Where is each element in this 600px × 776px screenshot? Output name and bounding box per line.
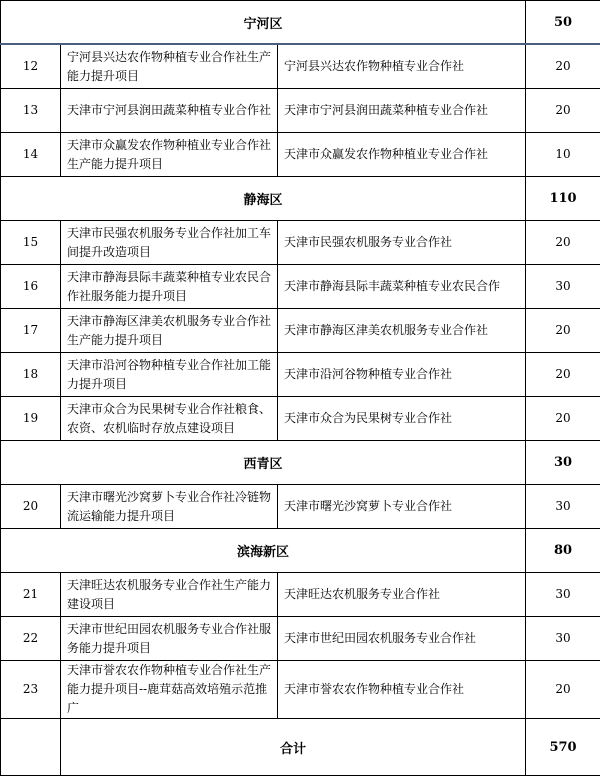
implementing-unit: 天津市曙光沙窝萝卜专业合作社 bbox=[278, 485, 526, 529]
row-number: 18 bbox=[1, 353, 61, 397]
table-row bbox=[1, 44, 600, 89]
district-row bbox=[1, 529, 600, 573]
table-row bbox=[1, 133, 600, 177]
implementing-unit: 天津市宁河县润田蔬菜种植专业合作社 bbox=[278, 89, 526, 133]
row-number: 22 bbox=[1, 617, 61, 661]
row-number: 15 bbox=[1, 221, 61, 265]
row-number: 20 bbox=[1, 485, 61, 529]
implementing-unit: 天津市民强农机服务专业合作社 bbox=[278, 221, 526, 265]
district-row bbox=[1, 177, 600, 221]
row-number: 23 bbox=[1, 661, 61, 719]
project-name: 天津旺达农机服务专业合作社生产能力建设项目 bbox=[61, 573, 278, 617]
table-row bbox=[1, 573, 600, 617]
implementing-unit: 天津市静海区津美农机服务专业合作社 bbox=[278, 309, 526, 353]
amount: 30 bbox=[526, 573, 600, 617]
row-number: 16 bbox=[1, 265, 61, 309]
row-number: 12 bbox=[1, 44, 61, 89]
amount: 20 bbox=[526, 309, 600, 353]
project-name: 宁河县兴达农作物种植专业合作社生产能力提升项目 bbox=[61, 44, 278, 89]
project-name: 天津市众合为民果树专业合作社粮食、农资、农机临时存放点建设项目 bbox=[61, 397, 278, 441]
district-name: 静海区 bbox=[1, 177, 526, 221]
project-name: 天津市曙光沙窝萝卜专业合作社冷链物流运输能力提升项目 bbox=[61, 485, 278, 529]
project-name: 天津市民强农机服务专业合作社加工车间提升改造项目 bbox=[61, 221, 278, 265]
implementing-unit: 天津市沿河谷物种植专业合作社 bbox=[278, 353, 526, 397]
implementing-unit: 天津市众合为民果树专业合作社 bbox=[278, 397, 526, 441]
amount: 30 bbox=[526, 485, 600, 529]
amount: 10 bbox=[526, 133, 600, 177]
project-name: 天津市宁河县润田蔬菜种植专业合作社 bbox=[61, 89, 278, 133]
amount: 20 bbox=[526, 353, 600, 397]
amount: 20 bbox=[526, 44, 600, 89]
implementing-unit: 天津市静海县际丰蔬菜种植专业农民合作 bbox=[278, 265, 526, 309]
district-total: 80 bbox=[526, 529, 600, 573]
row-number: 17 bbox=[1, 309, 61, 353]
district-name: 滨海新区 bbox=[1, 529, 526, 573]
table-row bbox=[1, 661, 600, 719]
implementing-unit: 天津市众赢发农作物种植业专业合作社 bbox=[278, 133, 526, 177]
table-row bbox=[1, 397, 600, 441]
district-row bbox=[1, 1, 600, 45]
district-total: 110 bbox=[526, 177, 600, 221]
district-name: 西青区 bbox=[1, 441, 526, 485]
row-number: 14 bbox=[1, 133, 61, 177]
project-name: 天津市沿河谷物种植专业合作社加工能力提升项目 bbox=[61, 353, 278, 397]
table-row bbox=[1, 221, 600, 265]
row-number: 21 bbox=[1, 573, 61, 617]
table-row bbox=[1, 617, 600, 661]
district-name: 宁河区 bbox=[1, 1, 526, 45]
table-row bbox=[1, 89, 600, 133]
amount: 30 bbox=[526, 265, 600, 309]
amount: 20 bbox=[526, 221, 600, 265]
amount: 20 bbox=[526, 397, 600, 441]
project-name: 天津市世纪田园农机服务专业合作社服务能力提升项目 bbox=[61, 617, 278, 661]
amount: 20 bbox=[526, 89, 600, 133]
table-row bbox=[1, 309, 600, 353]
district-total: 30 bbox=[526, 441, 600, 485]
grand-total-value: 570 bbox=[526, 719, 600, 776]
grand-total-label: 合计 bbox=[61, 719, 526, 776]
project-name: 天津市静海区津美农机服务专业合作社生产能力提升项目 bbox=[61, 309, 278, 353]
table-row bbox=[1, 485, 600, 529]
amount: 20 bbox=[526, 661, 600, 719]
row-number: 19 bbox=[1, 397, 61, 441]
implementing-unit: 天津市世纪田园农机服务专业合作社 bbox=[278, 617, 526, 661]
amount: 30 bbox=[526, 617, 600, 661]
grand-total-row bbox=[1, 719, 600, 776]
table-row bbox=[1, 353, 600, 397]
implementing-unit: 天津旺达农机服务专业合作社 bbox=[278, 573, 526, 617]
implementing-unit: 天津市誉农农作物种植专业合作社 bbox=[278, 661, 526, 719]
district-row bbox=[1, 441, 600, 485]
project-name: 天津市众赢发农作物种植业专业合作社生产能力提升项目 bbox=[61, 133, 278, 177]
project-name: 天津市誉农农作物种植专业合作社生产能力提升项目--鹿茸菇高效培殖示范推广 bbox=[61, 661, 278, 719]
row-number: 13 bbox=[1, 89, 61, 133]
table-row bbox=[1, 265, 600, 309]
empty-cell bbox=[1, 719, 61, 776]
district-total: 50 bbox=[526, 1, 600, 45]
implementing-unit: 宁河县兴达农作物种植专业合作社 bbox=[278, 44, 526, 89]
project-name: 天津市静海县际丰蔬菜种植专业农民合作社服务能力提升项目 bbox=[61, 265, 278, 309]
